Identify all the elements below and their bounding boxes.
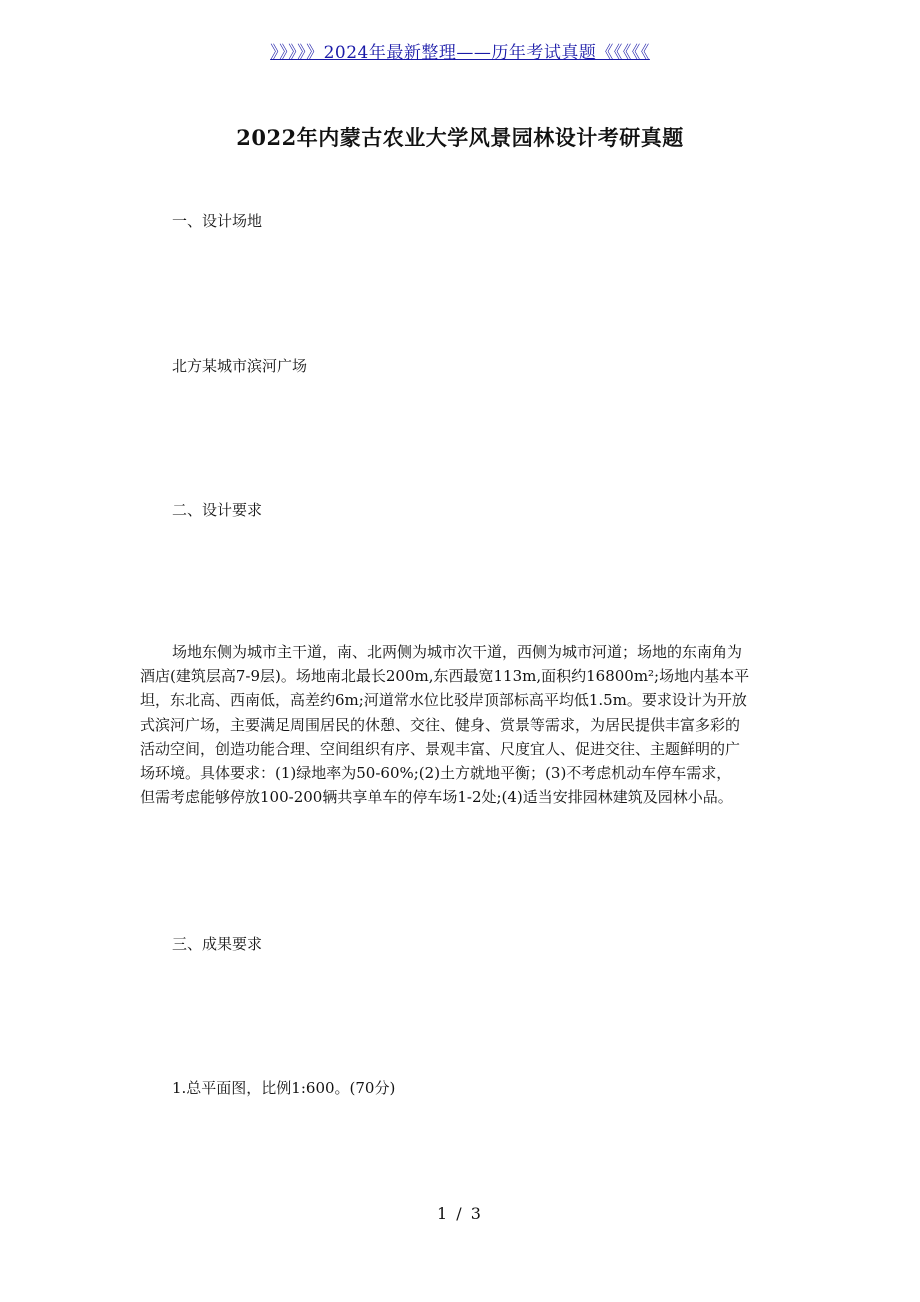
paragraph-line: 场地东侧为城市主干道，南、北两侧为城市次干道，西侧为城市河道；场地的东南角为 <box>172 643 743 661</box>
requirements-paragraph <box>140 640 780 809</box>
paragraph-line: 场环境。具体要求：(1)绿地率为50-60%;(2)土方就地平衡；(3)不考虑机动车停车需求， <box>140 764 732 783</box>
paragraph-line: 活动空间，创造功能合理、空间组织有序、景观丰富、尺度宜人、促进交往、主题鲜明的广 <box>140 739 741 758</box>
page-number: 1 / 3 <box>437 1204 483 1223</box>
paragraph-line: 式滨河广场，主要满足周围居民的休憩、交往、健身、赏景等需求，为居民提供丰富多彩的 <box>140 715 741 734</box>
paragraph-line: 坦，东北高、西南低，高差约6m;河道常水位比驳岸顶部标高平均低1.5m。要求设计为开放 <box>140 691 747 710</box>
section-heading-requirements: 二、设计要求 <box>172 501 263 519</box>
deliverable-item: 1.总平面图，比例1:600。(70分) <box>172 1079 396 1097</box>
site-description: 北方某城市滨河广场 <box>172 357 308 375</box>
paragraph-line: 但需考虑能够停放100-200辆共享单车的停车场1-2处;(4)适当安排园林建筑及园林小品。 <box>140 788 733 807</box>
paragraph-line: 酒店(建筑层高7-9层)。场地南北最长200m,东西最宽113m,面积约16800m²;场地内基本平 <box>140 667 750 686</box>
banner-link[interactable]: 》》》》》2024年最新整理——历年考试真题《《《《《 <box>270 43 650 63</box>
section-heading-deliverables: 三、成果要求 <box>172 935 263 953</box>
section-heading-site: 一、设计场地 <box>172 212 263 230</box>
document-title: 2022年内蒙古农业大学风景园林设计考研真题 <box>236 125 684 150</box>
